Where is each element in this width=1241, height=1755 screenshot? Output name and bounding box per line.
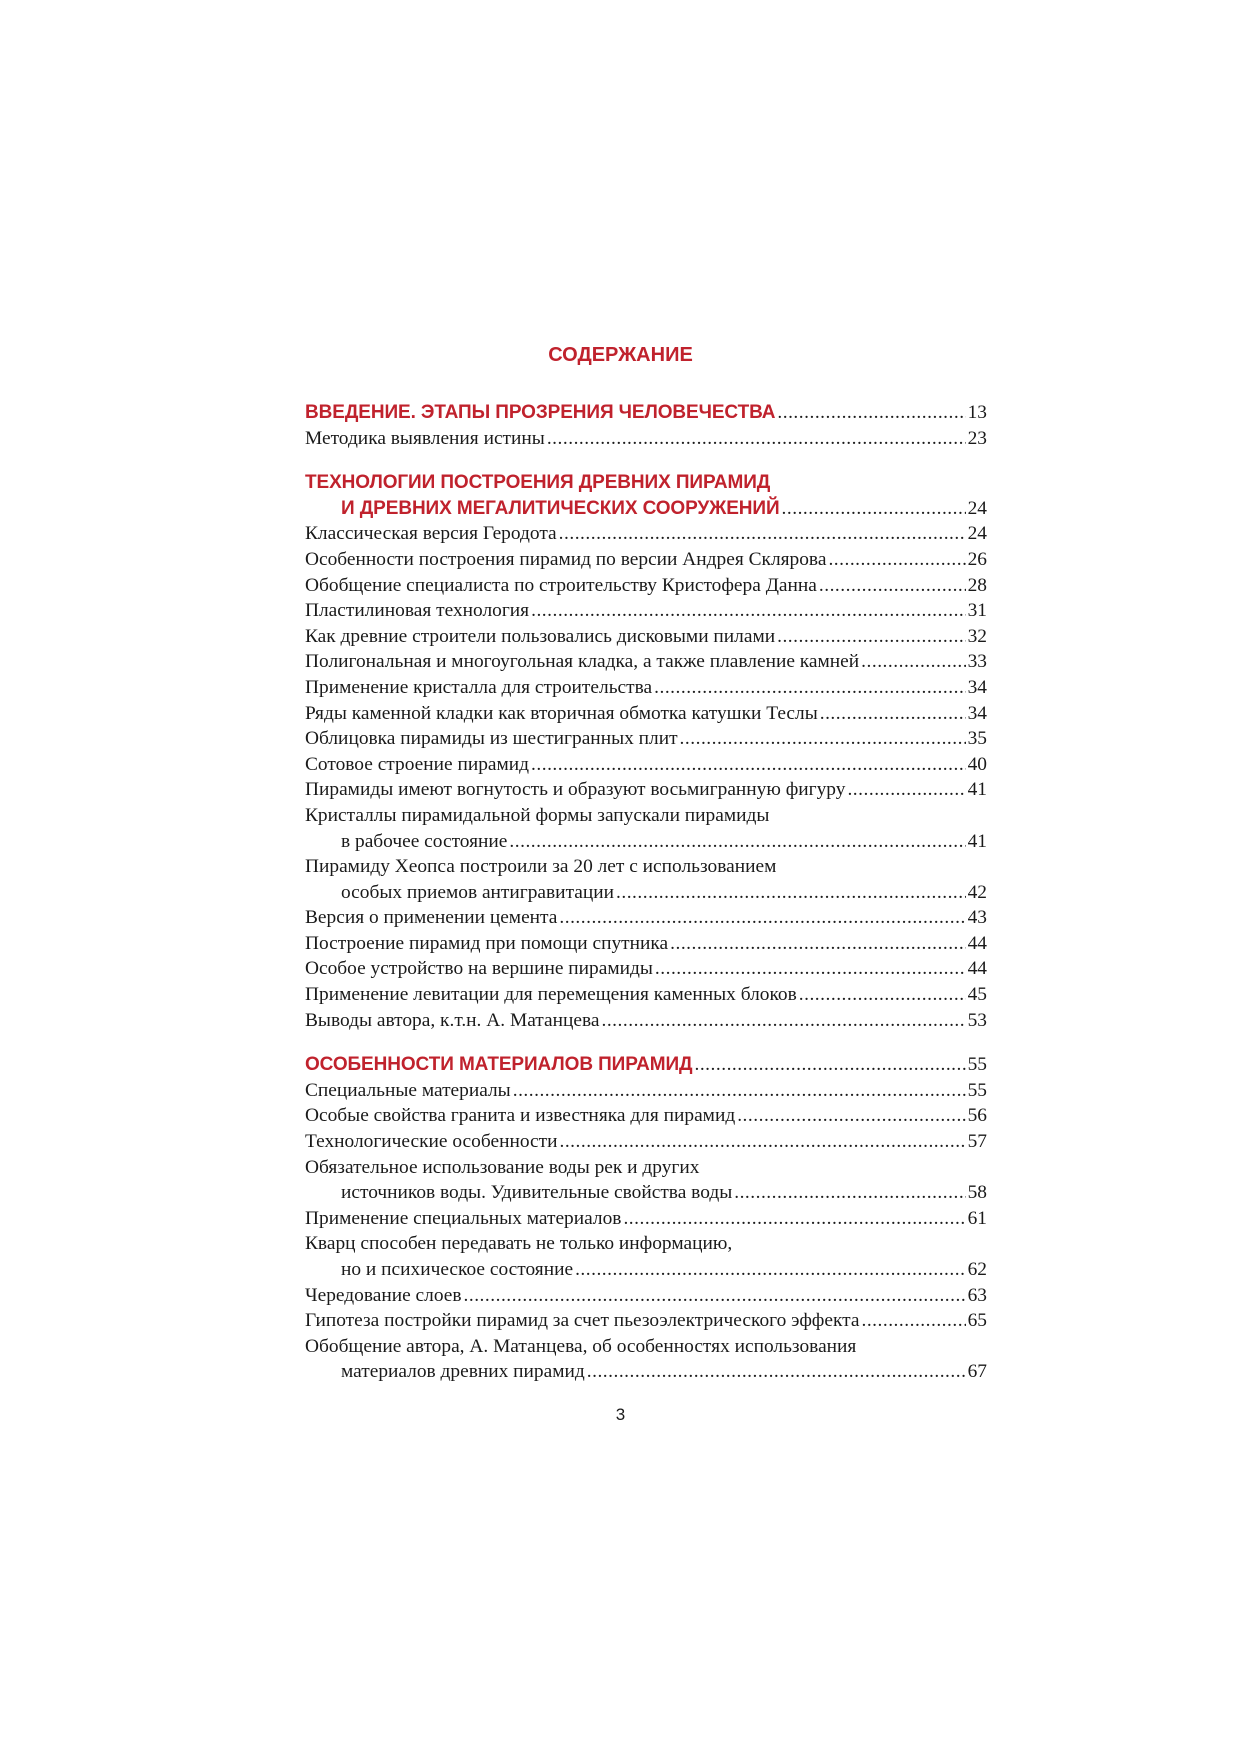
toc-entry — [305, 701, 987, 727]
page-ref: 33 — [967, 651, 987, 673]
entry-text: Выводы автора, к.т.н. А. Матанцева — [305, 1009, 600, 1031]
entry-text: в рабочее состояние — [341, 830, 508, 852]
toc-entry — [305, 854, 987, 880]
page-ref: 58 — [967, 1182, 987, 1204]
page-ref: 35 — [967, 728, 987, 750]
section-heading — [305, 496, 987, 522]
table-of-contents — [305, 400, 987, 1385]
dot-leader — [531, 752, 966, 778]
dot-leader — [777, 624, 966, 650]
page-ref: 61 — [967, 1207, 987, 1229]
toc-entry — [305, 649, 987, 675]
entry-text: Чередование слоев — [305, 1284, 462, 1306]
dot-leader — [799, 982, 966, 1008]
entry-text: Пирамиду Хеопса построили за 20 лет с использованием — [305, 856, 777, 878]
dot-leader — [616, 880, 966, 906]
section-heading — [305, 400, 987, 426]
dot-leader — [547, 426, 966, 452]
dot-leader — [861, 1308, 965, 1334]
page-ref: 65 — [967, 1310, 987, 1332]
toc-entry — [305, 1103, 987, 1129]
entry-text: Кварц способен передавать не только информацию, — [305, 1233, 733, 1255]
page-ref: 13 — [967, 402, 987, 423]
entry-text: материалов древних пирамид — [341, 1361, 585, 1383]
page-ref: 55 — [967, 1079, 987, 1101]
entry-text: Обобщение автора, А. Матанцева, об особенностях использования — [305, 1335, 857, 1357]
toc-entry — [305, 1180, 987, 1206]
entry-text: особых приемов антигравитации — [341, 881, 615, 903]
dot-leader — [513, 1078, 966, 1104]
toc-entry — [305, 1334, 987, 1360]
section-heading-text: ВВЕДЕНИЕ. ЭТАПЫ ПРОЗРЕНИЯ ЧЕЛОВЕЧЕСТВА — [305, 402, 776, 423]
page-ref: 44 — [967, 958, 987, 980]
entry-text: Особое устройство на вершине пирамиды — [305, 958, 653, 980]
toc-entry — [305, 624, 987, 650]
dot-leader — [694, 1052, 965, 1078]
page-ref: 57 — [967, 1131, 987, 1153]
toc-entry — [305, 1078, 987, 1104]
entry-text: Полигональная и многоугольная кладка, а также плавление камней — [305, 651, 860, 673]
dot-leader — [680, 726, 966, 752]
dot-leader — [531, 598, 966, 624]
entry-text: источников воды. Удивительные свойства воды — [341, 1182, 733, 1204]
entry-text: Как древние строители пользовались дисковыми пилами — [305, 625, 776, 647]
page-ref: 53 — [967, 1009, 987, 1031]
page-ref: 55 — [967, 1054, 987, 1076]
page-ref: 41 — [967, 779, 987, 801]
dot-leader — [777, 400, 965, 426]
entry-text: Версия о применении цемента — [305, 907, 558, 929]
dot-leader — [559, 1129, 965, 1155]
dot-leader — [861, 649, 965, 675]
section-gap — [305, 451, 987, 470]
entry-text: Применение специальных материалов — [305, 1207, 622, 1229]
toc-entry — [305, 880, 987, 906]
page-ref: 41 — [967, 830, 987, 852]
toc-entry — [305, 982, 987, 1008]
entry-text: Специальные материалы — [305, 1079, 511, 1101]
toc-entry — [305, 829, 987, 855]
page-ref: 28 — [967, 574, 987, 596]
toc-entry — [305, 777, 987, 803]
dot-leader — [737, 1103, 965, 1129]
entry-text: Особые свойства гранита и известняка для пирамид — [305, 1105, 736, 1127]
toc-entry — [305, 1308, 987, 1334]
section-heading — [305, 470, 987, 496]
toc-entry — [305, 1257, 987, 1283]
entry-text: Гипотеза постройки пирамид за счет пьезоэлектрического эффекта — [305, 1310, 860, 1332]
entry-text: Особенности построения пирамид по версии Андрея Склярова — [305, 548, 827, 570]
toc-entry — [305, 1008, 987, 1034]
page-ref: 26 — [967, 548, 987, 570]
page-number: 3 — [615, 1405, 626, 1424]
entry-text: но и психическое состояние — [341, 1259, 574, 1280]
entry-text: Ряды каменной кладки как вторичная обмотка катушки Теслы — [305, 702, 818, 724]
section-heading-text: ОСОБЕННОСТИ МАТЕРИАЛОВ ПИРАМИД — [305, 1054, 693, 1076]
page-ref: 32 — [967, 625, 987, 647]
section-heading-text: ТЕХНОЛОГИИ ПОСТРОЕНИЯ ДРЕВНИХ ПИРАМИД — [305, 472, 771, 494]
toc-entry — [305, 675, 987, 701]
toc-entry — [305, 726, 987, 752]
entry-text: Построение пирамид при помощи спутника — [305, 932, 669, 954]
toc-entry — [305, 1206, 987, 1232]
entry-text: Облицовка пирамиды из шестигранных плит — [305, 728, 678, 750]
page-ref: 45 — [967, 984, 987, 1006]
page-ref: 40 — [967, 753, 987, 775]
dot-leader — [819, 573, 966, 599]
page-ref: 43 — [967, 907, 987, 929]
page-ref: 44 — [967, 932, 987, 954]
toc-entry — [305, 931, 987, 957]
toc-entry — [305, 426, 987, 452]
page-ref: 63 — [967, 1284, 987, 1306]
dot-leader — [575, 1257, 966, 1283]
dot-leader — [670, 931, 965, 957]
page-ref: 56 — [967, 1105, 987, 1127]
toc-entry — [305, 905, 987, 931]
dot-leader — [847, 777, 965, 803]
entry-text: Обязательное использование воды рек и других — [305, 1156, 700, 1178]
dot-leader — [601, 1008, 965, 1034]
page-ref: 67 — [967, 1361, 987, 1383]
dot-leader — [587, 1359, 966, 1385]
page-ref: 62 — [967, 1259, 987, 1280]
dot-leader — [655, 956, 966, 982]
section-heading-text: И ДРЕВНИХ МЕГАЛИТИЧЕСКИХ СООРУЖЕНИЙ — [341, 497, 780, 519]
toc-entry — [305, 521, 987, 547]
page-ref: 34 — [967, 702, 987, 724]
page-ref: 42 — [967, 881, 987, 903]
toc-entry — [305, 1155, 987, 1181]
entry-text: Технологические особенности — [305, 1131, 558, 1153]
dot-leader — [509, 829, 965, 855]
dot-leader — [820, 701, 966, 727]
dot-leader — [734, 1180, 965, 1206]
toc-entry — [305, 547, 987, 573]
entry-text: Пластилиновая технология — [305, 600, 530, 622]
dot-leader — [623, 1206, 965, 1232]
dot-leader — [828, 547, 965, 573]
entry-text: Применение кристалла для строительства — [305, 676, 653, 698]
dot-leader — [559, 905, 965, 931]
page-ref: 24 — [967, 523, 987, 545]
toc-entry — [305, 1359, 987, 1385]
entry-text: Применение левитации для перемещения каменных блоков — [305, 984, 797, 1006]
entry-text: Классическая версия Геродота — [305, 523, 557, 545]
toc-entry — [305, 956, 987, 982]
dot-leader — [654, 675, 965, 701]
section-gap — [305, 1033, 987, 1052]
toc-entry — [305, 1231, 987, 1257]
entry-text: Методика выявления истины — [305, 427, 545, 449]
toc-entry — [305, 1129, 987, 1155]
page-ref: 34 — [967, 676, 987, 698]
entry-text: Сотовое строение пирамид — [305, 753, 530, 775]
toc-entry — [305, 573, 987, 599]
entry-text: Кристаллы пирамидальной формы запускали пирамиды — [305, 804, 770, 826]
dot-leader — [464, 1283, 966, 1309]
toc-entry — [305, 752, 987, 778]
toc-entry — [305, 598, 987, 624]
toc-entry — [305, 1283, 987, 1309]
page-ref: 24 — [967, 497, 987, 519]
section-heading — [305, 1052, 987, 1078]
entry-text: Пирамиды имеют вогнутость и образуют восьмигранную фигуру — [305, 779, 846, 801]
toc-entry — [305, 803, 987, 829]
dot-leader — [782, 496, 966, 522]
dot-leader — [559, 521, 966, 547]
page-ref: 23 — [967, 427, 987, 449]
toc-title: СОДЕРЖАНИЕ — [548, 344, 693, 366]
entry-text: Обобщение специалиста по строительству Кристофера Данна — [305, 574, 817, 596]
page-ref: 31 — [967, 600, 987, 622]
